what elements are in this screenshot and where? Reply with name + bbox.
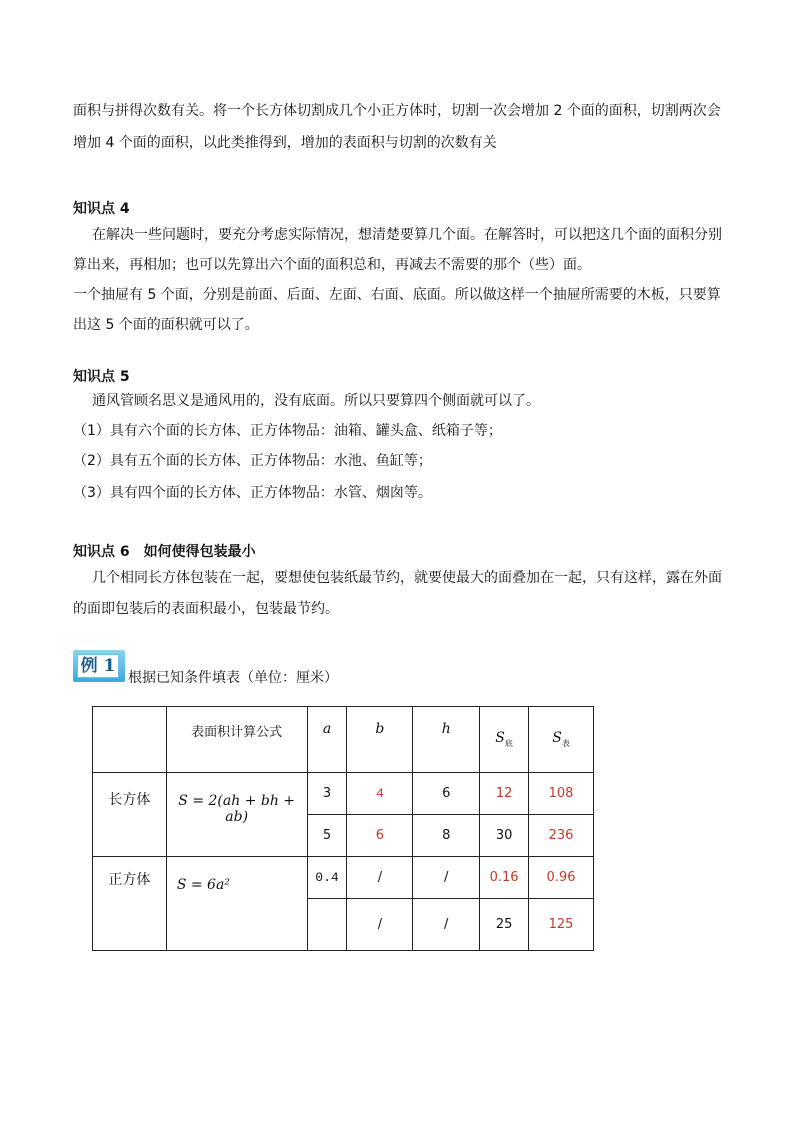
cell-s-base: 0.16 xyxy=(480,857,529,899)
cell-s-base: 25 xyxy=(480,899,529,951)
header-s-surface-subscript: 表 xyxy=(561,739,570,748)
cell-b: 6 xyxy=(347,815,413,857)
paragraph-line: 几个相同长方体包装在一起，要想使包装纸最节约，就要使最大的面叠加在一起，只有这样，露在外面 xyxy=(92,570,722,586)
table-row xyxy=(93,857,594,899)
cell-a xyxy=(307,899,347,951)
cell-s-base: 30 xyxy=(480,815,529,857)
cell-s-surface: 0.96 xyxy=(529,857,594,899)
cell-b: / xyxy=(347,857,413,899)
list-item: （1）具有六个面的长方体、正方体物品：油箱、罐头盒、纸箱子等； xyxy=(73,423,502,439)
header-s-surface xyxy=(529,707,594,773)
cell-s-surface: 125 xyxy=(529,899,594,951)
header-a: a xyxy=(307,707,347,773)
cell-h: / xyxy=(413,857,480,899)
paragraph-line: 算出来，再相加；也可以先算出六个面的面积总和，再减去不需要的那个（些）面。 xyxy=(73,257,591,273)
table-row xyxy=(93,773,594,815)
header-formula: 表面积计算公式 xyxy=(166,707,307,773)
heading-knowledge-4: 知识点 4 xyxy=(73,201,130,217)
example-title: 根据已知条件填表（单位：厘米） xyxy=(128,670,338,686)
cell-h: 8 xyxy=(413,815,480,857)
example-badge-label: 例 1 xyxy=(77,654,119,678)
cell-b: / xyxy=(347,899,413,951)
table-header-row xyxy=(93,707,594,773)
paragraph-line: 面积与拼得次数有关。将一个长方体切割成几个小正方体时，切割一次会增加 2 个面的面积，切割两次会 xyxy=(73,103,721,119)
paragraph-line: 的面即包装后的表面积最小，包装最节约。 xyxy=(73,601,339,617)
cell-s-surface: 108 xyxy=(529,773,594,815)
paragraph-line: 通风管顾名思义是通风用的，没有底面。所以只要算四个侧面就可以了。 xyxy=(92,393,540,409)
cell-h: 6 xyxy=(413,773,480,815)
surface-area-table xyxy=(92,706,594,951)
paragraph-line: 一个抽屉有 5 个面，分别是前面、后面、左面、右面、底面。所以做这样一个抽屉所需要的木板，只要算 xyxy=(73,287,721,303)
paragraph-line: 出这 5 个面的面积就可以了。 xyxy=(73,317,259,333)
row-label-cube: 正方体 xyxy=(93,857,167,951)
cell-a: 3 xyxy=(307,773,347,815)
list-item: （2）具有五个面的长方体、正方体物品：水池、鱼缸等； xyxy=(73,453,432,469)
cell-s-base: 12 xyxy=(480,773,529,815)
cell-h: / xyxy=(413,899,480,951)
table-corner-cell xyxy=(93,707,167,773)
header-s-base xyxy=(480,707,529,773)
paragraph-line: 增加 4 个面的面积，以此类推得到，增加的表面积与切割的次数有关 xyxy=(73,135,497,151)
header-b: b xyxy=(347,707,413,773)
cell-a: 0.4 xyxy=(307,857,347,899)
cell-a: 5 xyxy=(307,815,347,857)
formula-cuboid: S = 2(ah + bh + ab) xyxy=(166,773,307,857)
header-s-base-symbol: S xyxy=(495,730,505,746)
paragraph-line: 在解决一些问题时，要充分考虑实际情况，想清楚要算几个面。在解答时，可以把这几个面的面积分别 xyxy=(92,227,722,243)
cell-b: 4 xyxy=(347,773,413,815)
heading-knowledge-6: 知识点 6 如何使得包装最小 xyxy=(73,544,256,560)
formula-cube: S = 6a² xyxy=(166,857,307,951)
header-h: h xyxy=(413,707,480,773)
cell-s-surface: 236 xyxy=(529,815,594,857)
header-s-base-subscript: 底 xyxy=(504,739,513,748)
row-label-cuboid: 长方体 xyxy=(93,773,167,857)
heading-knowledge-5: 知识点 5 xyxy=(73,369,130,385)
header-s-surface-symbol: S xyxy=(552,730,562,746)
example-badge xyxy=(73,650,125,682)
list-item: （3）具有四个面的长方体、正方体物品：水管、烟囱等。 xyxy=(73,485,432,501)
